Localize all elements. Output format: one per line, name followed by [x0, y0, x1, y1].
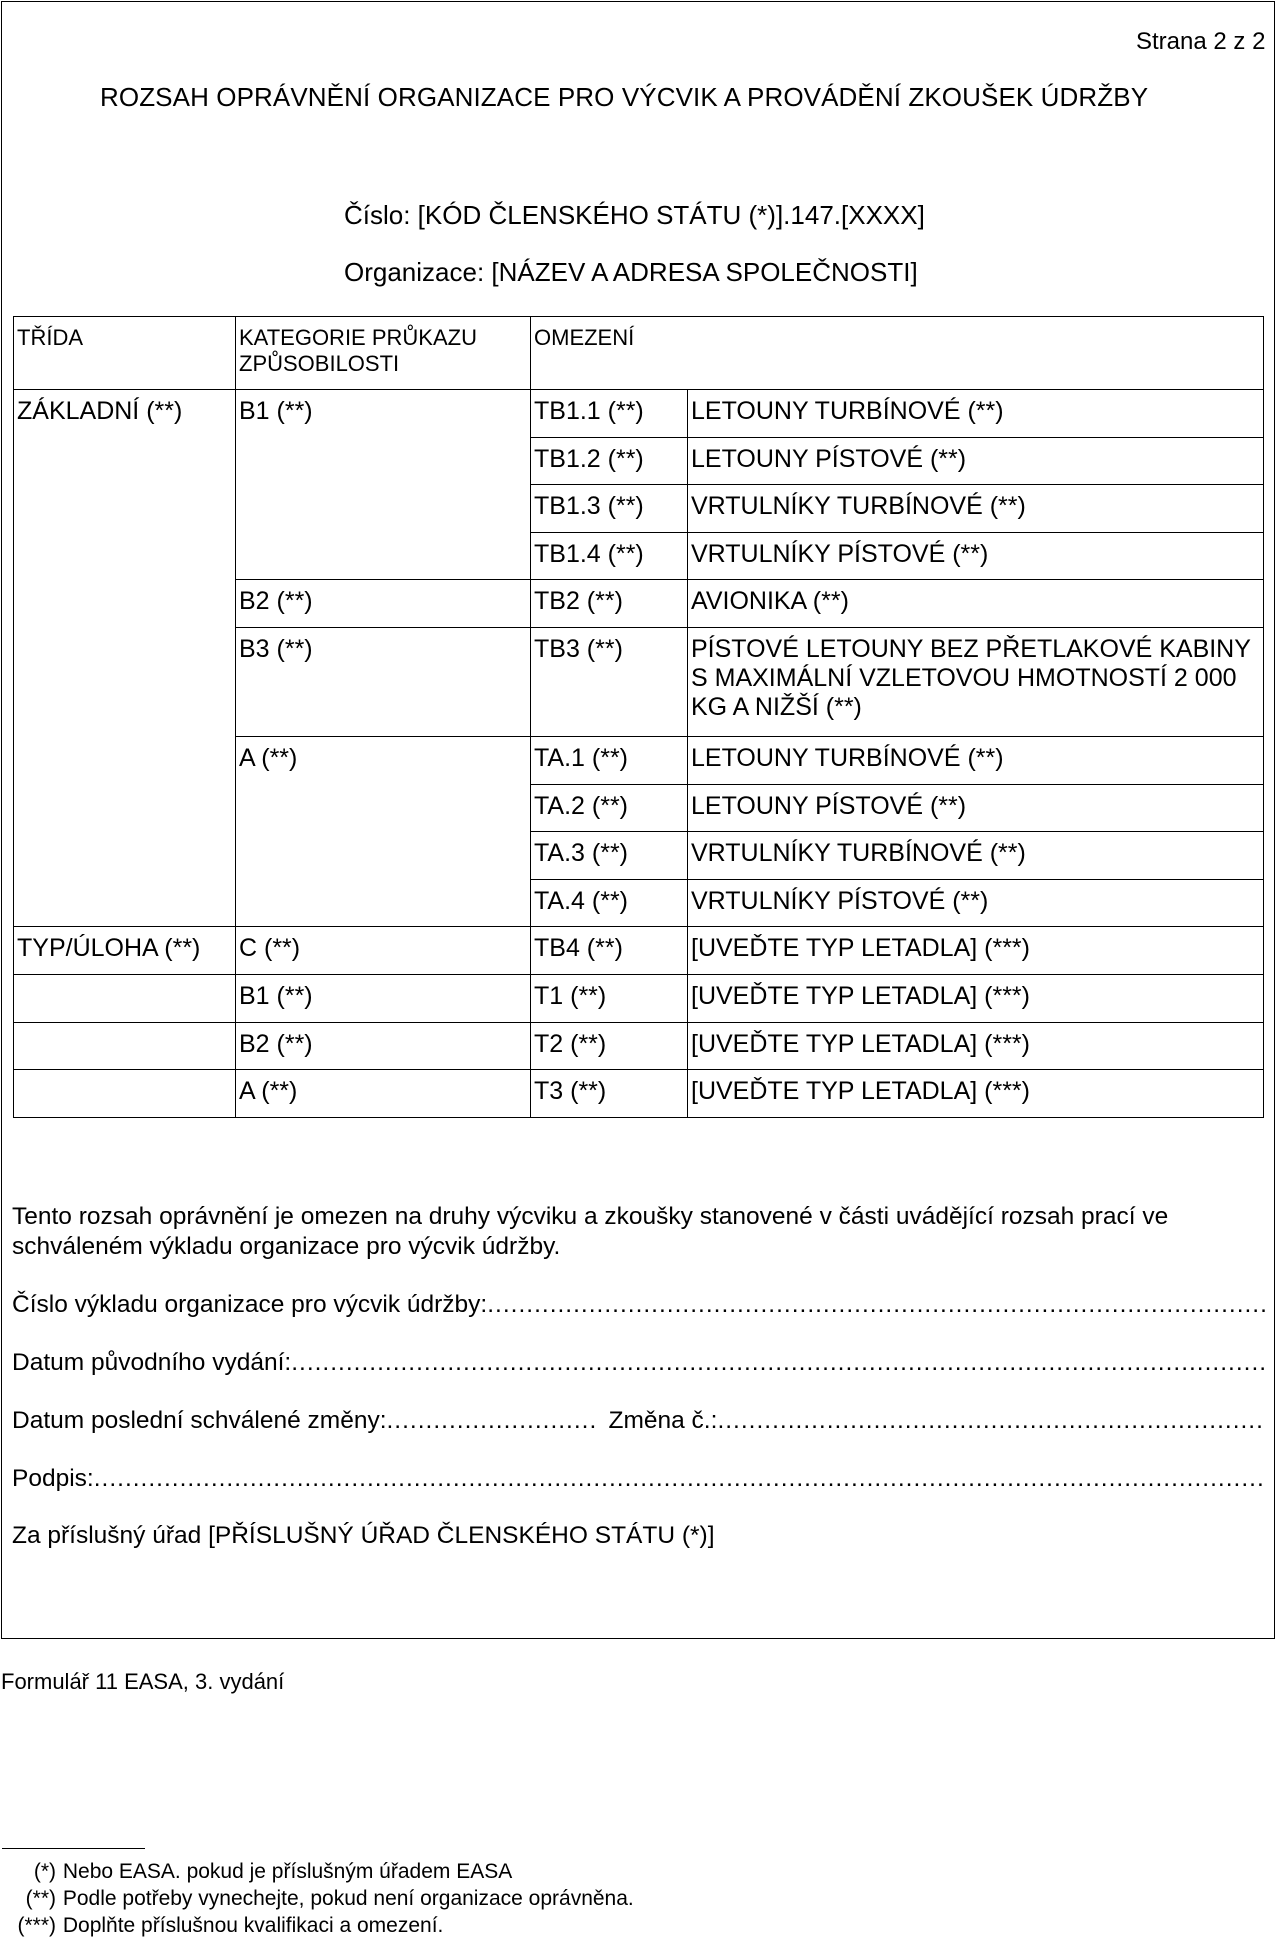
code-cell: TB4 (**)	[531, 927, 688, 975]
code-cell: TB3 (**)	[531, 627, 688, 736]
table-row	[14, 974, 1264, 1022]
category-cell: C (**)	[236, 927, 531, 975]
table-row	[14, 390, 1264, 438]
description-cell: [UVEĎTE TYP LETADLA] (***)	[688, 1070, 1264, 1118]
code-cell: T3 (**)	[531, 1070, 688, 1118]
code-cell: TB1.2 (**)	[531, 437, 688, 485]
header-limitation: OMEZENÍ	[531, 317, 1264, 390]
approval-number: Číslo: [KÓD ČLENSKÉHO STÁTU (*)].147.[XXXX]	[344, 200, 925, 230]
footnote	[0, 1914, 443, 1938]
description-cell: [UVEĎTE TYP LETADLA] (***)	[688, 974, 1264, 1022]
code-cell: TA.1 (**)	[531, 736, 688, 784]
class-cell	[14, 1022, 236, 1070]
page-number: Strana 2 z 2	[1136, 28, 1266, 55]
header-class: TŘÍDA	[14, 317, 236, 390]
original-issue-date-field	[12, 1349, 1265, 1377]
amendment-number-dotted-line	[717, 1407, 1265, 1435]
description-cell: VRTULNÍKY TURBÍNOVÉ (**)	[688, 832, 1264, 880]
table-row	[14, 1070, 1264, 1118]
footnote-mark: (**)	[25, 1887, 56, 1910]
category-cell: A (**)	[236, 736, 531, 926]
organization-name: Organizace: [NÁZEV A ADRESA SPOLEČNOSTI]	[344, 257, 918, 287]
form-identifier: Formulář 11 EASA, 3. vydání	[1, 1669, 285, 1694]
code-cell: T1 (**)	[531, 974, 688, 1022]
code-cell: TA.3 (**)	[531, 832, 688, 880]
class-cell	[14, 974, 236, 1022]
amendment-number-label: Změna č.:	[608, 1407, 718, 1434]
category-cell: B1 (**)	[236, 974, 531, 1022]
signature-field	[12, 1465, 1265, 1493]
description-cell: [UVEĎTE TYP LETADLA] (***)	[688, 1022, 1264, 1070]
document-title: ROZSAH OPRÁVNĚNÍ ORGANIZACE PRO VÝCVIK A PROVÁDĚNÍ ZKOUŠEK ÚDRŽBY	[100, 82, 1149, 112]
category-cell: B1 (**)	[236, 390, 531, 580]
signature-dotted-line	[94, 1465, 1265, 1493]
code-cell: T2 (**)	[531, 1022, 688, 1070]
footnote-separator	[2, 1848, 145, 1849]
last-amendment-date-label: Datum poslední schválené změny:	[12, 1407, 387, 1434]
description-cell: VRTULNÍKY PÍSTOVÉ (**)	[688, 879, 1264, 927]
scope-statement: Tento rozsah oprávnění je omezen na druhy výcviku a zkoušky stanovené v části uvádějící rozsah prací ve schváleném výkladu organizace pro výcvik údržby.	[12, 1203, 1169, 1260]
description-cell: VRTULNÍKY PÍSTOVÉ (**)	[688, 532, 1264, 580]
original-issue-date-dotted-line	[291, 1349, 1265, 1377]
description-cell: AVIONIKA (**)	[688, 580, 1264, 628]
class-cell: TYP/ÚLOHA (**)	[14, 927, 236, 975]
description-cell: LETOUNY TURBÍNOVÉ (**)	[688, 390, 1264, 438]
category-cell: B2 (**)	[236, 580, 531, 628]
description-cell: LETOUNY PÍSTOVÉ (**)	[688, 784, 1264, 832]
footnote-mark: (***)	[17, 1914, 56, 1937]
description-cell: LETOUNY TURBÍNOVÉ (**)	[688, 736, 1264, 784]
description-cell: LETOUNY PÍSTOVÉ (**)	[688, 437, 1264, 485]
table-row	[14, 1022, 1264, 1070]
original-issue-date-label: Datum původního vydání:	[12, 1349, 292, 1376]
table-row	[14, 927, 1264, 975]
code-cell: TA.4 (**)	[531, 879, 688, 927]
category-cell: B2 (**)	[236, 1022, 531, 1070]
signature-label: Podpis:	[12, 1465, 94, 1492]
authority-line: Za příslušný úřad [PŘÍSLUŠNÝ ÚŘAD ČLENSKÉHO STÁTU (*)]	[12, 1522, 715, 1549]
footnote	[0, 1887, 634, 1911]
category-cell: A (**)	[236, 1070, 531, 1118]
description-cell: VRTULNÍKY TURBÍNOVÉ (**)	[688, 485, 1264, 533]
table-header-row	[14, 317, 1264, 390]
last-amendment-date-dotted-line	[387, 1407, 595, 1435]
code-cell: TB2 (**)	[531, 580, 688, 628]
footnote-text: Nebo EASA. pokud je příslušným úřadem EASA	[62, 1860, 513, 1883]
exposition-number-label: Číslo výkladu organizace pro výcvik údržby:	[12, 1291, 488, 1318]
class-cell: ZÁKLADNÍ (**)	[14, 390, 236, 927]
code-cell: TA.2 (**)	[531, 784, 688, 832]
description-cell: [UVEĎTE TYP LETADLA] (***)	[688, 927, 1264, 975]
category-cell: B3 (**)	[236, 627, 531, 736]
description-cell: PÍSTOVÉ LETOUNY BEZ PŘETLAKOVÉ KABINY S MAXIMÁLNÍ VZLETOVOU HMOTNOSTÍ 2 000 KG A NIŽŠÍ (**)	[688, 627, 1264, 736]
code-cell: TB1.3 (**)	[531, 485, 688, 533]
header-license-category: KATEGORIE PRŮKAZU ZPŮSOBILOSTI	[236, 317, 531, 390]
class-cell	[14, 1070, 236, 1118]
code-cell: TB1.1 (**)	[531, 390, 688, 438]
approval-scope-table	[13, 316, 1264, 1118]
exposition-number-field	[12, 1291, 1265, 1319]
footnote-text: Podle potřeby vynechejte, pokud není organizace oprávněna.	[62, 1887, 634, 1910]
last-amendment-field	[12, 1407, 1265, 1435]
exposition-number-dotted-line	[487, 1291, 1265, 1319]
footnote-text: Doplňte příslušnou kvalifikaci a omezení.	[62, 1914, 444, 1937]
code-cell: TB1.4 (**)	[531, 532, 688, 580]
footnote-mark: (*)	[33, 1860, 56, 1883]
footnote	[0, 1860, 512, 1884]
